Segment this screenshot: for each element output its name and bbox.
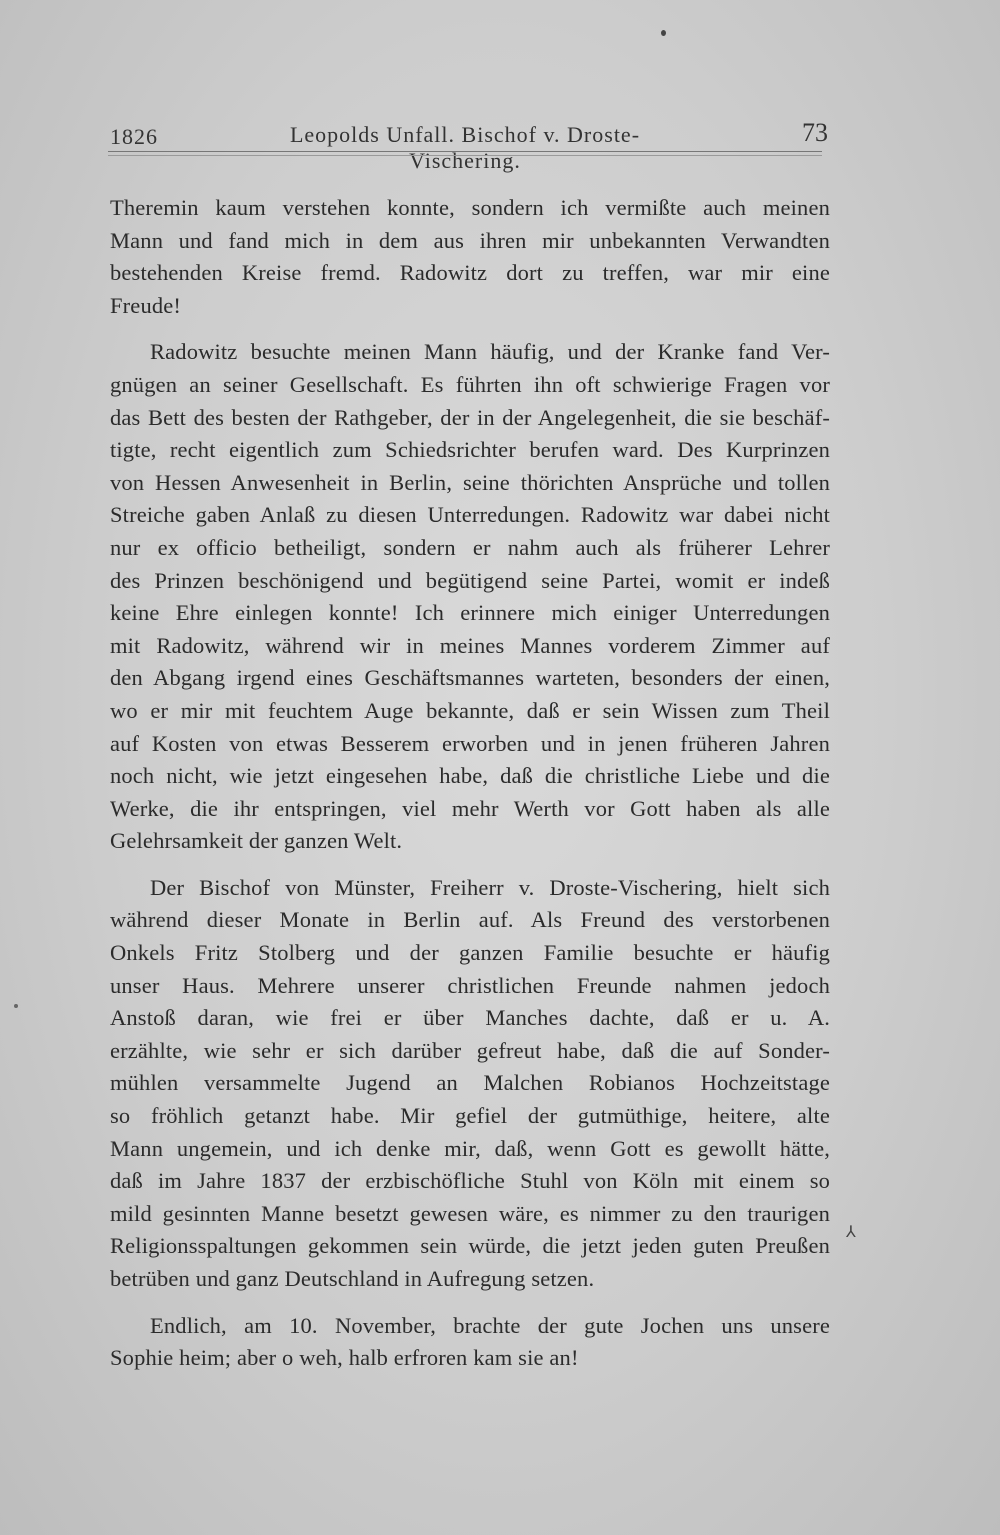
text-line: daß im Jahre 1837 der erzbischöfliche Stuhl von Köln mit einem so [110,1168,830,1194]
text-line: den Abgang irgend eines Geschäftsmannes warteten, besonders der einen, [110,665,830,691]
text-line: mühlen versammelte Jugend an Malchen Robianos Hochzeitstage [110,1070,830,1096]
text-line: keine Ehre einlegen konnte! Ich erinnere mich einiger Unterredungen [110,600,830,626]
text-line: das Bett des besten der Rathgeber, der in der Angelegenheit, die sie beschäf- [110,404,830,430]
text-line: von Hessen Anwesenheit in Berlin, seine thörichten Ansprüche und tollen [110,469,830,495]
text-line: Werke, die ihr entspringen, viel mehr Werth vor Gott haben als alle [110,795,830,821]
header-title: Leopolds Unfall. Bischof v. Droste-Vischering. [289,122,641,173]
header-rule-secondary [108,155,822,156]
text-line: nur ex officio betheiligt, sondern er nahm auch als früherer Lehrer [110,534,830,560]
page-number: 73 [802,118,828,147]
header-rule [108,151,822,152]
text-line: gnügen an seiner Gesellschaft. Es führten ihn oft schwierige Fragen vor [110,371,830,397]
text-line: Sophie heim; aber o weh, halb erfroren kam sie an! [110,1345,579,1371]
text-line: auf Kosten von etwas Besserem erworben und in jenen früheren Jahren [110,730,830,756]
text-line: erzählte, wie sehr er sich darüber gefreut habe, daß die auf Sonder- [110,1037,830,1063]
text-line: des Prinzen beschönigend und begütigend seine Partei, womit er indeß [110,567,830,593]
text-line: noch nicht, wie jetzt eingesehen habe, daß die christliche Liebe und die [110,763,830,789]
body-text [110,192,830,1375]
text-line: Religionsspaltungen gekommen sein würde, die jetzt jeden guten Preußen [110,1233,830,1259]
text-line: Anstoß daran, wie frei er über Manches dachte, daß er u. A. [110,1005,830,1031]
text-line: so fröhlich getanzt habe. Mir gefiel der gutmüthige, heitere, alte [110,1103,830,1129]
text-line: Streiche gaben Anlaß zu diesen Unterredungen. Radowitz war dabei nicht [110,502,830,528]
running-header [110,118,828,173]
text-line: unser Haus. Mehrere unserer christlichen Freunde nahmen jedoch [110,972,830,998]
ink-speck [14,1004,18,1008]
text-line: Radowitz besuchte meinen Mann häufig, und der Kranke fand Ver- [150,339,830,365]
text-line: Gelehrsamkeit der ganzen Welt. [110,828,403,854]
text-line: wo er mir mit feuchtem Auge bekannte, daß er sein Wissen zum Theil [110,697,830,723]
text-line: Mann und fand mich in dem aus ihren mir unbekannten Verwandten [110,227,830,253]
paragraph-gap [110,1296,830,1310]
text-line: Freude! [110,292,182,318]
paragraph-gap [110,858,830,872]
margin-note: ⅄ [846,1224,856,1241]
text-line: tigte, recht eigentlich zum Schiedsrichter berufen ward. Des Kurprinzen [110,437,830,463]
paragraph-gap [110,322,830,336]
text-line: Theremin kaum verstehen konnte, sondern ich vermißte auch meinen [110,195,830,220]
text-line: Mann ungemein, und ich denke mir, daß, wenn Gott es gewollt hätte, [110,1135,830,1161]
ink-speck [661,30,666,36]
text-line: während dieser Monate in Berlin auf. Als Freund des verstorbenen [110,907,830,933]
header-year: 1826 [110,124,158,149]
text-line: Endlich, am 10. November, brachte der gute Jochen uns unsere [150,1312,830,1338]
text-line: bestehenden Kreise fremd. Radowitz dort zu treffen, war mir eine [110,260,830,286]
text-line: Der Bischof von Münster, Freiherr v. Droste-Vischering, hielt sich [150,874,830,900]
text-line: Onkels Fritz Stolberg und der ganzen Familie besuchte er häufig [110,940,830,966]
text-line: mild gesinnten Manne besetzt gewesen wäre, es nimmer zu den traurigen [110,1200,830,1226]
text-line: betrüben und ganz Deutschland in Aufregung setzen. [110,1266,595,1291]
text-line: mit Radowitz, während wir in meines Mannes vorderem Zimmer auf [110,632,830,658]
